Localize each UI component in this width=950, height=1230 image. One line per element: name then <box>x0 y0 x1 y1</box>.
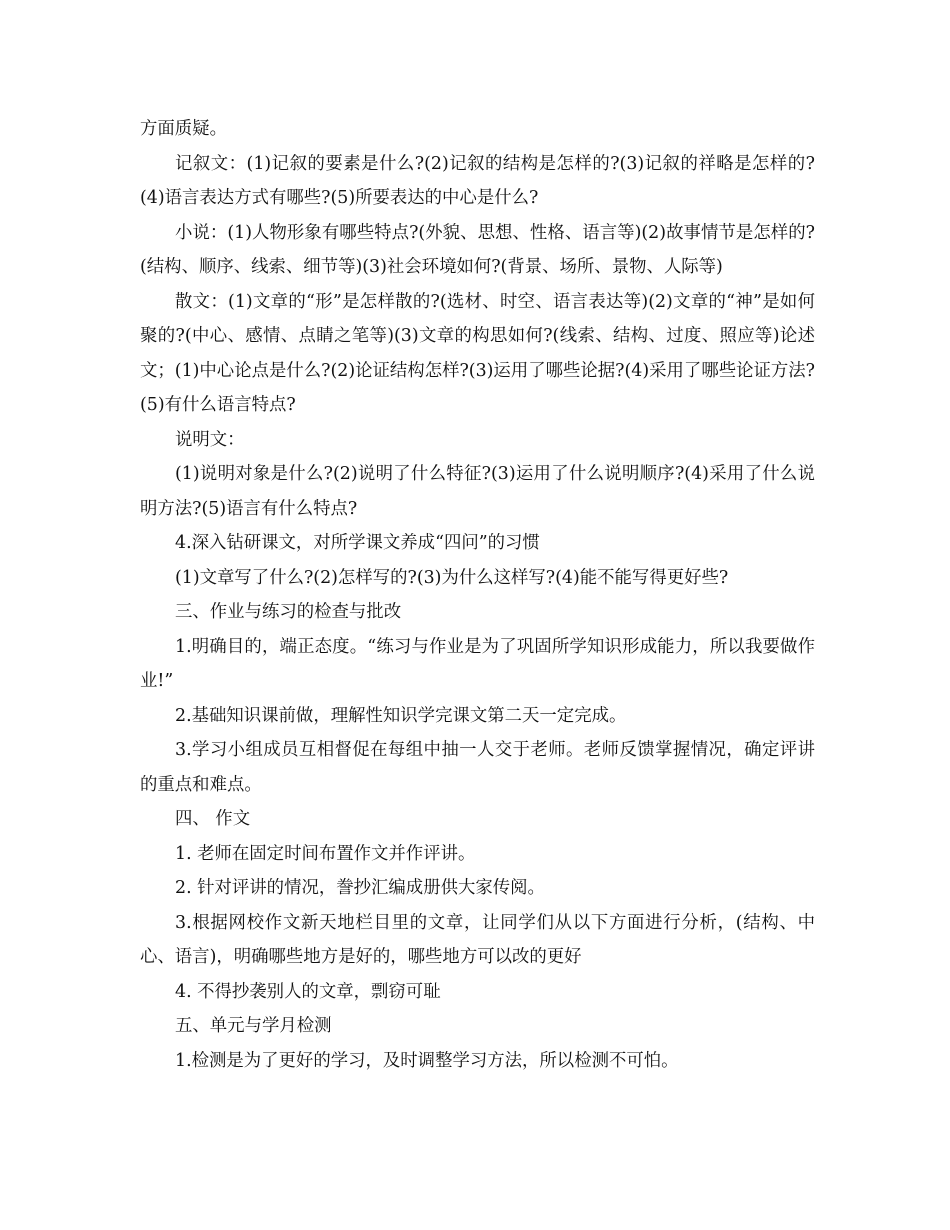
paragraph: (1)说明对象是什么?(2)说明了什么特征?(3)运用了什么说明顺序?(4)采用了什么说明方法?(5)语言有什么特点? <box>140 464 815 519</box>
paragraph: (1)文章写了什么?(2)怎样写的?(3)为什么这样写?(4)能不能写得更好些? <box>175 567 729 588</box>
paragraph: 1.明确目的，端正态度。“练习与作业是为了巩固所学知识形成能力，所以我要做作业!” <box>140 636 815 691</box>
paragraph: 4.深入钻研课文，对所学课文养成“四问”的习惯 <box>175 533 540 553</box>
paragraph: 3.根据网校作文新天地栏目里的文章，让同学们从以下方面进行分析，(结构、中心、语言)，明确哪些地方是好的，哪些地方可以改的更好 <box>140 912 815 967</box>
paragraph: 说明文： <box>175 429 245 450</box>
document-body <box>140 112 815 1078</box>
section-heading: 三、作业与练习的检查与批改 <box>175 602 402 622</box>
section-heading: 四、 作文 <box>175 809 251 829</box>
paragraph: 2.基础知识课前做，理解性知识学完课文第二天一定完成。 <box>175 705 627 726</box>
paragraph: 1. 老师在固定时间布置作文并作评讲。 <box>175 843 476 864</box>
paragraph: 2. 针对评讲的情况，誊抄汇编成册供大家传阅。 <box>175 878 545 898</box>
paragraph: 小说：(1)人物形象有哪些特点?(外貌、思想、性格、语言等)(2)故事情节是怎样的?(结构、顺序、线索、细节等)(3)社会环境如何?(背景、场所、景物、人际等) <box>140 222 815 277</box>
paragraph: 1.检测是为了更好的学习，及时调整学习方法，所以检测不可怕。 <box>175 1050 679 1071</box>
paragraph: 方面质疑。 <box>140 119 227 139</box>
paragraph: 4. 不得抄袭别人的文章，剽窃可耻 <box>175 981 441 1002</box>
paragraph: 3.学习小组成员互相督促在每组中抽一人交于老师。老师反馈掌握情况，确定评讲的重点和难点。 <box>140 740 815 795</box>
paragraph: 散文：(1)文章的“形”是怎样散的?(选材、时空、语言表达等)(2)文章的“神”是如何聚的?(中心、感情、点睛之笔等)(3)文章的构思如何?(线索、结构、过度、照应等)论述文；(1)中心论点是什么?(2)论证结构怎样?(3)运用了哪些论据?(4)采用了哪些论证方法?(5)有什么语言特点? <box>140 291 815 415</box>
section-heading: 五、单元与学月检测 <box>175 1016 332 1036</box>
paragraph: 记叙文：(1)记叙的要素是什么?(2)记叙的结构是怎样的?(3)记叙的祥略是怎样的?(4)语言表达方式有哪些?(5)所要表达的中心是什么? <box>140 153 815 208</box>
